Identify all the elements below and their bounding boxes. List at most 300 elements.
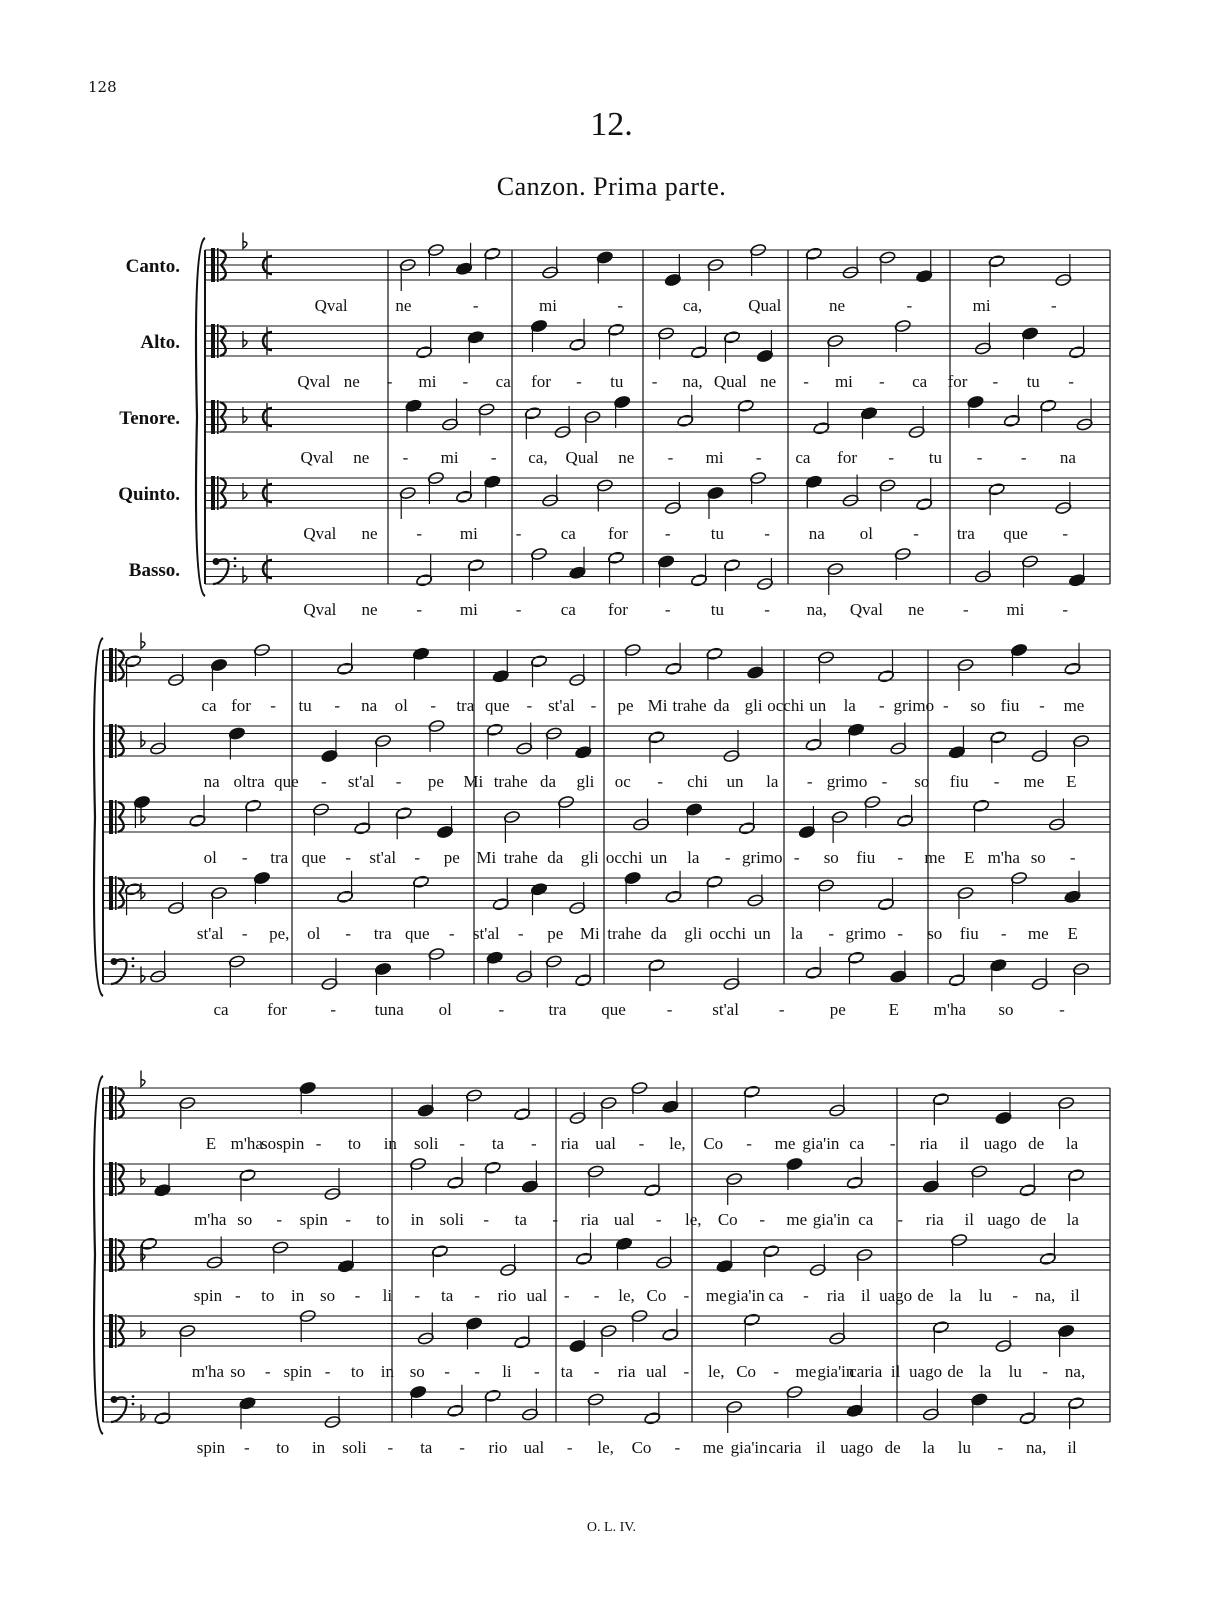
lyric-syllable: - [1020, 448, 1027, 467]
lyric-syllable: mi [418, 372, 437, 391]
lyric-syllable: - [724, 848, 731, 867]
lyric-syllable: soli [342, 1438, 367, 1457]
lyric-syllable: - [444, 1362, 450, 1381]
lyric-syllable: st'al [369, 848, 397, 867]
lyric-syllable: to [347, 1134, 362, 1153]
piece-title: Canzon. Prima parte. [496, 172, 727, 201]
lyric-syllable: Qval [303, 600, 337, 619]
lyric-syllable: ne [361, 600, 378, 619]
lyric-syllable: gia'in [730, 1438, 768, 1457]
lyric-syllable: que [274, 772, 299, 791]
lyric-syllable: ol [203, 848, 217, 867]
lyric-syllable: - [330, 1000, 336, 1019]
lyric-syllable: me [786, 1210, 808, 1229]
lyric-syllable: ual [523, 1438, 545, 1457]
lyric-syllable: - [235, 1286, 241, 1305]
lyric-syllable: na [203, 772, 220, 791]
lyric-line [295, 296, 1090, 318]
lyric-syllable: ol [438, 1000, 452, 1019]
lyric-line [193, 924, 1090, 946]
lyric-syllable: ne [343, 372, 360, 391]
lyric-syllable: mi [459, 600, 478, 619]
lyric-syllable: - [462, 372, 469, 391]
lyric-syllable: uago [879, 1286, 913, 1305]
lyric-syllable: mi [834, 372, 853, 391]
lyric-syllable: ca [912, 372, 928, 391]
lyric-syllable: - [498, 1000, 505, 1019]
lyric-syllable: que [1003, 524, 1028, 543]
lyric-syllable: occhi [605, 848, 643, 867]
lyric-syllable: ria [925, 1210, 944, 1229]
lyric-syllable: - [897, 848, 904, 867]
lyric-syllable: mi [1006, 600, 1025, 619]
lyric-syllable: ca [495, 372, 511, 391]
lyric-syllable: - [1000, 924, 1007, 943]
lyric-syllable: occhi [767, 696, 805, 715]
lyric-syllable: - [888, 448, 895, 467]
lyric-syllable: Qval [849, 600, 883, 619]
lyric-syllable: m'ha [191, 1362, 225, 1381]
lyric-syllable: - [889, 1134, 896, 1153]
lyric-syllable: Qual [713, 372, 747, 391]
lyric-syllable: fiu [856, 848, 876, 867]
lyric-syllable: ual [526, 1286, 548, 1305]
lyric-syllable: mi [459, 524, 478, 543]
lyric-syllable: - [759, 1210, 766, 1229]
lyric-syllable: ca [560, 524, 576, 543]
lyric-syllable: Co [631, 1438, 652, 1457]
c-clef-icon [115, 724, 117, 758]
lyric-syllable: ca [213, 1000, 229, 1019]
lyric-line [295, 524, 1090, 546]
lyric-syllable: - [315, 1134, 322, 1153]
lyric-syllable: E [964, 848, 975, 867]
lyric-syllable: me [1063, 696, 1085, 715]
lyric-syllable: mi [972, 296, 991, 315]
lyric-syllable: sospin [260, 1134, 305, 1153]
lyric-syllable: chi [687, 772, 708, 791]
lyric-syllable: la [766, 772, 779, 791]
lyric-syllable: so [230, 1362, 246, 1381]
lyric-syllable: ne [361, 524, 378, 543]
lyric-syllable: gia'in [812, 1210, 850, 1229]
lyric-syllable: - [773, 1362, 779, 1381]
lyric-syllable: - [828, 924, 835, 943]
lyric-syllable: - [531, 1134, 537, 1153]
lyric-syllable: occhi [709, 924, 747, 943]
lyric-syllable: da [540, 772, 557, 791]
lyric-syllable: na [361, 696, 378, 715]
lyric-syllable: to [350, 1362, 365, 1381]
lyric-syllable: - [241, 924, 248, 943]
lyric-syllable: to [276, 1438, 290, 1457]
c-clef-icon [115, 1314, 117, 1348]
lyric-syllable: - [674, 1438, 681, 1457]
c-clef-icon [115, 1162, 117, 1196]
lyric-syllable: - [324, 1362, 331, 1381]
lyric-syllable: - [764, 524, 770, 543]
c-clef-icon [115, 1238, 117, 1272]
lyric-syllable: spin [196, 1438, 226, 1457]
lyric-syllable: oltra [233, 772, 265, 791]
lyric-syllable: gli [684, 924, 703, 943]
lyric-syllable: - [515, 600, 522, 619]
lyric-syllable: E [1066, 772, 1077, 791]
lyric-syllable: tu [710, 600, 724, 619]
lyric-syllable: ta [560, 1362, 573, 1381]
lyric-syllable: so [914, 772, 930, 791]
lyric-syllable: - [976, 448, 983, 467]
lyric-syllable: na, [682, 372, 703, 391]
lyric-syllable: - [395, 772, 402, 791]
lyric-syllable: il [816, 1438, 826, 1457]
lyric-syllable: le, [684, 1210, 702, 1229]
lyric-syllable: - [638, 1134, 645, 1153]
lyric-syllable: Mi [647, 696, 668, 715]
lyric-syllable: m'ha [194, 1210, 227, 1229]
lyric-syllable: - [764, 600, 770, 619]
lyric-line [193, 1362, 1090, 1384]
lyric-syllable: - [593, 1362, 600, 1381]
lyric-syllable: gli [580, 848, 599, 867]
lyric-syllable: - [878, 372, 885, 391]
lyric-syllable: ne [760, 372, 777, 391]
lyric-syllable: - [683, 1286, 690, 1305]
lyric-syllable: que [404, 924, 430, 943]
lyric-syllable: so [1030, 848, 1046, 867]
lyric-syllable: ual [595, 1134, 616, 1153]
lyric-syllable: tra [956, 524, 975, 543]
lyric-syllable: st'al [548, 696, 575, 715]
lyric-syllable: la [922, 1438, 935, 1457]
lyric-syllable: spin [193, 1286, 223, 1305]
lyric-syllable: - [993, 772, 1000, 791]
lyric-line [193, 772, 1090, 794]
lyric-syllable: ca [858, 1210, 874, 1229]
lyric-syllable: la [1066, 1210, 1079, 1229]
lyric-syllable: - [345, 848, 352, 867]
lyric-line [295, 372, 1090, 394]
lyric-syllable: na [808, 524, 825, 543]
lyric-syllable: - [474, 1362, 480, 1381]
lyric-syllable: il [861, 1286, 871, 1305]
lyric-syllable: ca [768, 1286, 784, 1305]
lyric-syllable: - [534, 1362, 540, 1381]
lyric-syllable: tra [548, 1000, 567, 1019]
lyric-syllable: for [267, 1000, 288, 1019]
lyric-line [193, 848, 1090, 870]
c-clef-icon [109, 1314, 113, 1348]
lyric-syllable: me [795, 1362, 817, 1381]
lyric-syllable: - [430, 696, 437, 715]
lyric-syllable: - [942, 696, 949, 715]
lyric-syllable: so [237, 1210, 253, 1229]
lyric-syllable: Qval [297, 372, 331, 391]
lyric-syllable: trahe [607, 924, 642, 943]
lyric-syllable: da [547, 848, 564, 867]
lyric-syllable: ca [795, 448, 811, 467]
lyric-syllable: - [593, 1286, 600, 1305]
lyric-syllable: ta [514, 1210, 527, 1229]
lyric-syllable: ria [580, 1210, 599, 1229]
lyric-syllable: E [888, 1000, 899, 1019]
voice-label-basso: Basso. [128, 560, 180, 581]
lyric-syllable: so [409, 1362, 425, 1381]
lyric-syllable: caria [849, 1362, 883, 1381]
lyric-syllable: mi [538, 296, 557, 315]
lyric-syllable: - [414, 848, 421, 867]
f-clef-icon [132, 1395, 135, 1398]
lyric-syllable: - [387, 1438, 394, 1457]
lyric-syllable: st'al [196, 924, 224, 943]
lyric-syllable: in [380, 1362, 394, 1381]
lyric-syllable: to [261, 1286, 275, 1305]
lyric-syllable: de [947, 1362, 964, 1381]
lyric-syllable: - [651, 372, 658, 391]
lyric-syllable: oc [614, 772, 631, 791]
lyric-syllable: st'al [712, 1000, 739, 1019]
lyric-syllable: - [997, 1438, 1004, 1457]
lyric-syllable: caria [768, 1438, 802, 1457]
c-clef-icon [217, 400, 219, 434]
lyric-syllable: tra [456, 696, 475, 715]
lyric-syllable: - [1039, 696, 1045, 715]
lyric-syllable: il [964, 1210, 974, 1229]
lyric-syllable: so [970, 696, 986, 715]
lyric-syllable: lu [1008, 1362, 1022, 1381]
lyric-syllable: - [490, 448, 497, 467]
lyric-syllable: na, [1034, 1286, 1056, 1305]
lyric-syllable: - [270, 696, 276, 715]
lyric-syllable: - [472, 296, 479, 315]
c-clef-icon [217, 476, 219, 510]
lyric-syllable: lu [978, 1286, 992, 1305]
system-brace [94, 638, 103, 996]
lyric-syllable: Qual [748, 296, 782, 315]
lyric-syllable: - [793, 848, 800, 867]
lyric-syllable: tuna [374, 1000, 404, 1019]
lyric-syllable: - [526, 696, 533, 715]
lyric-syllable: na, [1064, 1362, 1086, 1381]
lyric-syllable: - [664, 524, 671, 543]
lyric-syllable: la [687, 848, 700, 867]
lyric-syllable: Qval [300, 448, 334, 467]
lyric-syllable: Mi [476, 848, 497, 867]
lyric-syllable: - [334, 696, 340, 715]
lyric-syllable: que [601, 1000, 626, 1019]
lyric-line [193, 1000, 1090, 1022]
lyric-syllable: me [1027, 924, 1049, 943]
lyric-syllable: le, [707, 1362, 725, 1381]
flat-sign-icon [243, 233, 247, 249]
lyric-syllable: Co [736, 1362, 757, 1381]
lyric-syllable: so [823, 848, 839, 867]
lyric-syllable: tra [373, 924, 392, 943]
lyric-syllable: Mi [463, 772, 484, 791]
lyric-syllable: rio [497, 1286, 517, 1305]
lyric-syllable: na, [806, 600, 827, 619]
lyric-syllable: - [913, 524, 919, 543]
lyric-syllable: Qval [303, 524, 337, 543]
c-clef-icon [217, 324, 219, 358]
lyric-syllable: gia'in [817, 1362, 855, 1381]
lyric-syllable: pe [427, 772, 444, 791]
lyric-syllable: de [1030, 1210, 1047, 1229]
lyric-syllable: tra [270, 848, 289, 867]
lyric-syllable: trahe [493, 772, 528, 791]
lyric-syllable: for [608, 600, 628, 619]
lyric-syllable: fiu [959, 924, 979, 943]
lyric-syllable: da [650, 924, 667, 943]
lyric-syllable: - [897, 1210, 904, 1229]
lyric-syllable: trahe [672, 696, 707, 715]
lyric-syllable: for [531, 372, 551, 391]
lyric-syllable: - [657, 772, 664, 791]
lyric-syllable: ca [560, 600, 576, 619]
lyric-syllable: for [947, 372, 968, 391]
lyric-syllable: in [291, 1286, 305, 1305]
f-clef-icon [132, 965, 135, 968]
lyric-syllable: me [774, 1134, 796, 1153]
lyric-syllable: to [376, 1210, 390, 1229]
lyric-syllable: so [998, 1000, 1014, 1019]
lyric-syllable: le, [618, 1286, 635, 1305]
lyric-syllable: - [664, 600, 671, 619]
c-clef-icon [109, 648, 113, 682]
lyric-syllable: gia'in [802, 1134, 840, 1153]
lyric-syllable: Qual [565, 448, 599, 467]
lyric-syllable: - [1042, 1362, 1048, 1381]
page-footer: O. L. IV. [586, 1520, 637, 1535]
lyric-syllable: trahe [503, 848, 538, 867]
lyric-syllable: gli [576, 772, 595, 791]
lyric-syllable: la [949, 1286, 962, 1305]
lyric-syllable: fiu [1000, 696, 1020, 715]
lyric-syllable: de [1028, 1134, 1045, 1153]
lyric-syllable: ria [826, 1286, 845, 1305]
lyric-syllable: de [917, 1286, 934, 1305]
lyric-syllable: - [590, 696, 597, 715]
c-clef-icon [115, 876, 117, 910]
lyric-syllable: pe [443, 848, 460, 867]
lyric-syllable: - [320, 772, 327, 791]
lyric-syllable: ta [491, 1134, 505, 1153]
lyric-syllable: me [1023, 772, 1045, 791]
lyric-syllable: ca [201, 696, 217, 715]
c-clef-icon [211, 400, 215, 434]
lyric-syllable: ol [859, 524, 874, 543]
lyric-syllable: pe [547, 924, 564, 943]
flat-sign-icon [141, 633, 145, 649]
c-clef-icon [109, 800, 113, 834]
c-clef-icon [211, 476, 215, 510]
lyric-syllable: il [1070, 1286, 1080, 1305]
lyric-syllable: for [608, 524, 628, 543]
lyric-syllable: - [746, 1134, 752, 1153]
lyric-syllable: ca, [528, 448, 548, 467]
lyric-syllable: pe, [269, 924, 290, 943]
lyric-syllable: - [881, 772, 888, 791]
c-clef-icon [115, 648, 117, 682]
c-clef-icon [109, 876, 113, 910]
lyric-syllable: - [803, 372, 809, 391]
lyric-syllable: tu [610, 372, 624, 391]
lyric-syllable: que [485, 696, 510, 715]
lyric-syllable: grimo [826, 772, 868, 791]
lyric-syllable: soli [413, 1134, 439, 1153]
lyric-syllable: il [959, 1134, 970, 1153]
lyric-syllable: - [1059, 1000, 1065, 1019]
lyric-syllable: ne [618, 448, 635, 467]
lyric-syllable: - [1062, 524, 1068, 543]
lyric-syllable: - [878, 696, 885, 715]
lyric-syllable: - [276, 1210, 283, 1229]
lyric-syllable: un [726, 772, 744, 791]
lyric-syllable: me [702, 1438, 724, 1457]
lyric-syllable: tu [1026, 372, 1040, 391]
lyric-syllable: st'al [347, 772, 375, 791]
lyric-syllable: - [1012, 1286, 1019, 1305]
lyric-syllable: in [410, 1210, 424, 1229]
lyric-line [193, 696, 1090, 718]
lyric-syllable: - [778, 1000, 785, 1019]
lyric-syllable: in [383, 1134, 397, 1153]
lyric-syllable: - [1051, 296, 1057, 315]
lyric-syllable: il [890, 1362, 901, 1381]
lyric-syllable: spin [283, 1362, 312, 1381]
lyric-syllable: - [803, 1286, 809, 1305]
lyric-syllable: - [264, 1362, 271, 1381]
lyric-syllable: - [483, 1210, 490, 1229]
lyric-syllable: for [837, 448, 857, 467]
lyric-syllable: uago [840, 1438, 874, 1457]
f-clef-icon [132, 1403, 135, 1406]
lyric-syllable: da [713, 696, 730, 715]
lyric-syllable: - [655, 1210, 662, 1229]
lyric-syllable: - [243, 1438, 250, 1457]
lyric-syllable: - [755, 448, 762, 467]
lyric-syllable: - [1062, 600, 1068, 619]
c-clef-icon [115, 800, 117, 834]
lyric-syllable: tu [710, 524, 724, 543]
lyric-syllable: - [345, 924, 352, 943]
lyric-syllable: la [1065, 1134, 1079, 1153]
lyric-syllable: - [617, 296, 624, 315]
lyric-syllable: ne [829, 296, 846, 315]
lyric-syllable: grimo [893, 696, 935, 715]
lyric-syllable: le, [669, 1134, 686, 1153]
lyric-syllable: - [563, 1286, 570, 1305]
lyric-syllable: il [1067, 1438, 1077, 1457]
lyric-syllable: - [416, 600, 423, 619]
lyric-syllable: - [402, 448, 409, 467]
lyric-syllable: uago [987, 1210, 1021, 1229]
lyric-syllable: de [884, 1438, 901, 1457]
lyric-syllable: - [517, 924, 524, 943]
lyric-syllable: li [502, 1362, 512, 1381]
voice-label-alto: Alto. [140, 332, 180, 353]
lyric-syllable: Mi [579, 924, 600, 943]
lyric-line [193, 1286, 1090, 1308]
voice-label-tenore: Tenore. [119, 408, 180, 429]
lyric-syllable: - [1068, 372, 1074, 391]
lyric-syllable: uago [983, 1134, 1017, 1153]
c-clef-icon [109, 1162, 113, 1196]
lyric-line [193, 1134, 1090, 1156]
c-clef-icon [115, 1086, 117, 1120]
lyric-syllable: li [382, 1286, 393, 1305]
lyric-syllable: - [1069, 848, 1076, 867]
